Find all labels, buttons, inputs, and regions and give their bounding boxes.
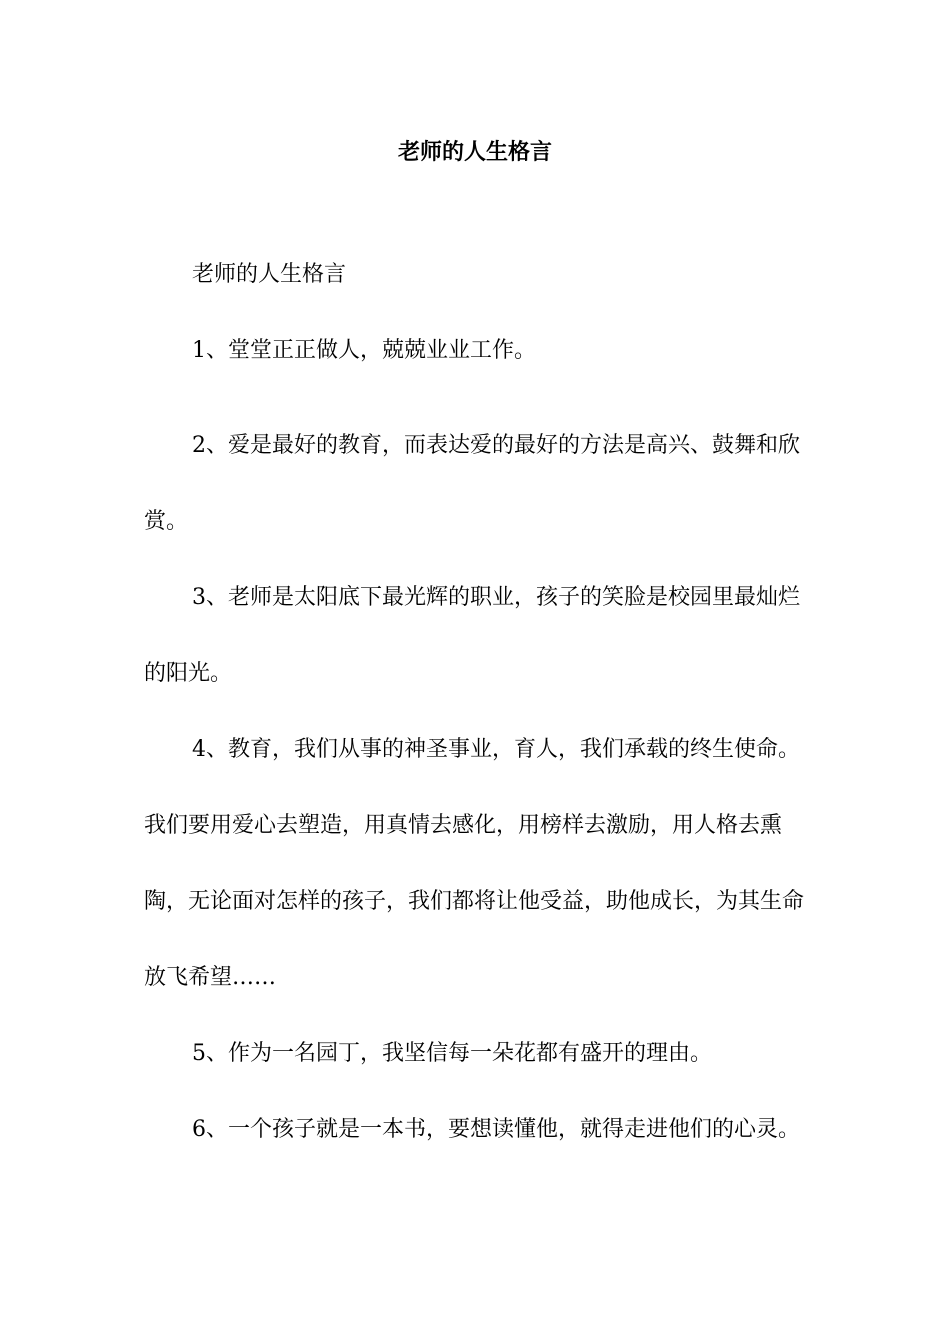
paragraph-4: 4、教育，我们从事的神圣事业，育人，我们承载的终生使命。我们要用爱心去塑造，用真情去感化，用榜样去激励，用人格去熏陶，无论面对怎样的孩子，我们都将让他受益，助他成长，为其生命放飞希望…… <box>144 737 805 990</box>
paragraph-2: 2、爱是最好的教育，而表达爱的最好的方法是高兴、鼓舞和欣赏。 <box>144 433 800 534</box>
paragraph-5: 5、作为一名园丁，我坚信每一朵花都有盛开的理由。 <box>192 1041 712 1066</box>
document-body <box>144 256 808 1168</box>
paragraph-3: 3、老师是太阳底下最光辉的职业，孩子的笑脸是校园里最灿烂的阳光。 <box>144 585 800 686</box>
document-title: 老师的人生格言 <box>397 139 552 165</box>
paragraph-heading: 老师的人生格言 <box>192 262 347 287</box>
paragraph-6: 6、一个孩子就是一本书，要想读懂他，就得走进他们的心灵。 <box>192 1117 800 1142</box>
paragraph-1: 1、堂堂正正做人，兢兢业业工作。 <box>192 338 536 363</box>
